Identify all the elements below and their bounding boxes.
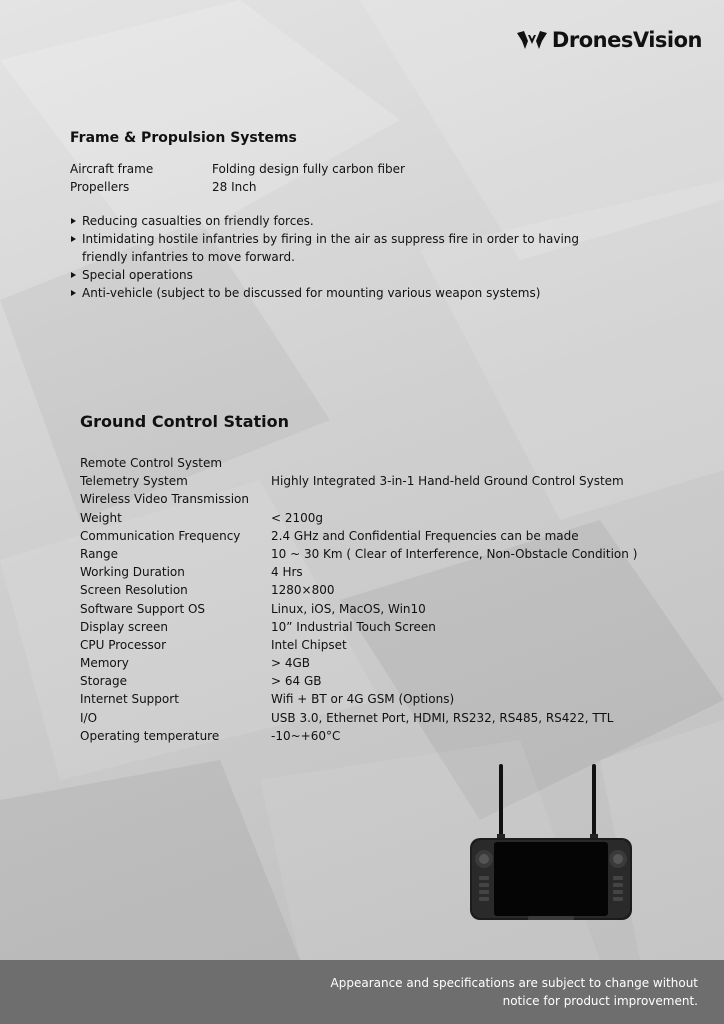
spec-value: > 4GB (271, 656, 311, 671)
spec-row (80, 690, 637, 708)
spec-key: Weight (80, 510, 122, 525)
spec-key: Internet Support (80, 692, 179, 707)
spec-value: 1280×800 (271, 583, 335, 598)
disclaimer-line: notice for product improvement. (502, 994, 698, 1008)
spec-row (70, 160, 405, 178)
list-item: Reducing casualties on friendly forces. (70, 212, 590, 230)
spec-value: 10 ~ 30 Km ( Clear of Interference, Non-Obstacle Condition ) (271, 546, 638, 561)
disclaimer (298, 974, 698, 1010)
spec-key: Storage (80, 674, 127, 689)
spec-key: Remote Control System (80, 456, 223, 470)
spec-value: 2.4 GHz and Confidential Frequencies can be made (271, 528, 579, 543)
spec-row (80, 527, 637, 545)
spec-value: 10” Industrial Touch Screen (271, 619, 436, 634)
spec-row (80, 472, 637, 490)
spec-value: < 2100g (271, 510, 324, 525)
frame-section-title: Frame & Propulsion Systems (70, 130, 297, 146)
spec-key: Wireless Video Transmission (80, 492, 249, 507)
gcs-spec-table (80, 454, 637, 745)
spec-row (80, 600, 637, 618)
spec-key: CPU Processor (80, 637, 167, 652)
spec-row (80, 563, 637, 581)
spec-key: Range (80, 546, 119, 561)
gcs-section-title: Ground Control Station (80, 412, 290, 431)
list-item: Special operations (70, 266, 590, 284)
spec-value: USB 3.0, Ethernet Port, HDMI, RS232, RS485, RS422, TTL (271, 710, 614, 725)
spec-value: Wifi + BT or 4G GSM (Options) (271, 692, 455, 707)
spec-row (80, 654, 637, 672)
dronesvision-logo-icon (516, 29, 548, 51)
spec-row (80, 672, 637, 690)
spec-value: -10~+60°C (271, 728, 341, 743)
spec-row (80, 509, 637, 527)
spec-key: Communication Frequency (80, 528, 241, 543)
spec-row (70, 178, 405, 196)
ground-control-station-image (468, 762, 634, 924)
disclaimer-line: Appearance and specifications are subject to change without (330, 976, 698, 990)
brand-logo (516, 28, 702, 52)
list-item: Intimidating hostile infantries by firing in the air as suppress fire in order to having friendly infantries to move forward. (70, 230, 590, 266)
frame-spec-table (70, 160, 405, 196)
spec-key: Display screen (80, 619, 168, 634)
spec-row (80, 709, 637, 727)
list-item: Anti-vehicle (subject to be discussed for mounting various weapon systems) (70, 284, 590, 302)
spec-key: I/O (80, 710, 98, 725)
brand-name: DronesVision (551, 28, 702, 52)
spec-value: Folding design fully carbon fiber (212, 162, 405, 176)
capability-list (70, 212, 590, 302)
spec-row (80, 490, 637, 508)
spec-value: Highly Integrated 3-in-1 Hand-held Ground Control System (271, 474, 624, 489)
spec-value: Intel Chipset (271, 637, 347, 652)
spec-value: > 64 GB (271, 674, 322, 689)
spec-value: 4 Hrs (271, 565, 303, 580)
spec-row (80, 581, 637, 599)
spec-row (80, 618, 637, 636)
spec-key: Telemetry System (80, 474, 188, 489)
spec-key: Working Duration (80, 565, 185, 580)
spec-key: Memory (80, 656, 129, 671)
spec-key: Screen Resolution (80, 583, 188, 598)
spec-key: Software Support OS (80, 601, 206, 616)
spec-value: Linux, iOS, MacOS, Win10 (271, 601, 426, 616)
spec-key: Aircraft frame (70, 162, 154, 176)
spec-key: Propellers (70, 180, 130, 194)
spec-value: 28 Inch (212, 180, 257, 194)
spec-key: Operating temperature (80, 728, 220, 743)
spec-row (80, 727, 637, 745)
spec-row (80, 636, 637, 654)
footer-bar (0, 960, 724, 1024)
spec-row (80, 454, 637, 472)
spec-row (80, 545, 637, 563)
